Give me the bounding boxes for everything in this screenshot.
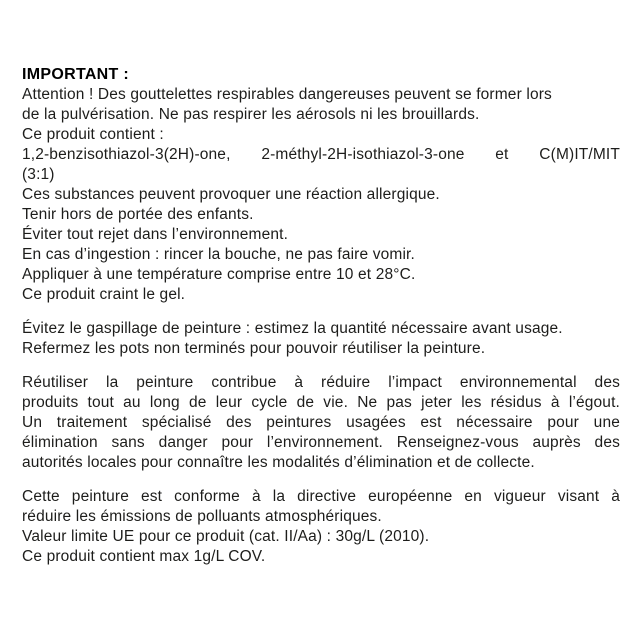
text-line: Réutiliser la peinture contribue à réduire l’impact environnemental des bbox=[22, 374, 620, 391]
paragraph-gap bbox=[22, 359, 620, 373]
text-line: Ce produit contient max 1g/L COV. bbox=[22, 548, 266, 565]
text-line: Tenir hors de portée des enfants. bbox=[22, 206, 254, 223]
text-line: Ces substances peuvent provoquer une réaction allergique. bbox=[22, 186, 440, 203]
paragraph-gap bbox=[22, 473, 620, 487]
text-line: Évitez le gaspillage de peinture : estimez la quantité nécessaire avant usage. bbox=[22, 320, 563, 337]
text-line: réduire les émissions de polluants atmosphériques. bbox=[22, 508, 382, 525]
text-line: Valeur limite UE pour ce produit (cat. II/Aa) : 30g/L (2010). bbox=[22, 528, 430, 545]
text-line: Ce produit contient : bbox=[22, 126, 164, 143]
text-line: Refermez les pots non terminés pour pouvoir réutiliser la peinture. bbox=[22, 340, 486, 357]
text-line: autorités locales pour connaître les modalités d’élimination et de collecte. bbox=[22, 454, 535, 471]
text-line: élimination sans danger pour l’environnement. Renseignez-vous auprès des bbox=[22, 434, 620, 451]
text-line: Attention ! Des gouttelettes respirables dangereuses peuvent se former lors bbox=[22, 86, 552, 103]
important-heading: IMPORTANT : bbox=[22, 66, 129, 83]
text-line: de la pulvérisation. Ne pas respirer les aérosols ni les brouillards. bbox=[22, 106, 480, 123]
text-line: (3:1) bbox=[22, 166, 55, 183]
paragraph-gap bbox=[22, 305, 620, 319]
product-safety-text bbox=[22, 65, 620, 567]
text-line: 1,2-benzisothiazol-3(2H)-one, 2-méthyl-2H-isothiazol-3-one et C(M)IT/MIT bbox=[22, 146, 620, 163]
text-line: Éviter tout rejet dans l’environnement. bbox=[22, 226, 289, 243]
text-line: Appliquer à une température comprise entre 10 et 28°C. bbox=[22, 266, 416, 283]
text-line: Un traitement spécialisé des peintures usagées est nécessaire pour une bbox=[22, 414, 620, 431]
text-line: En cas d’ingestion : rincer la bouche, ne pas faire vomir. bbox=[22, 246, 415, 263]
text-line: produits tout au long de leur cycle de vie. Ne pas jeter les résidus à l’égout. bbox=[22, 394, 620, 411]
text-line: Ce produit craint le gel. bbox=[22, 286, 186, 303]
text-line: Cette peinture est conforme à la directive européenne en vigueur visant à bbox=[22, 488, 620, 505]
